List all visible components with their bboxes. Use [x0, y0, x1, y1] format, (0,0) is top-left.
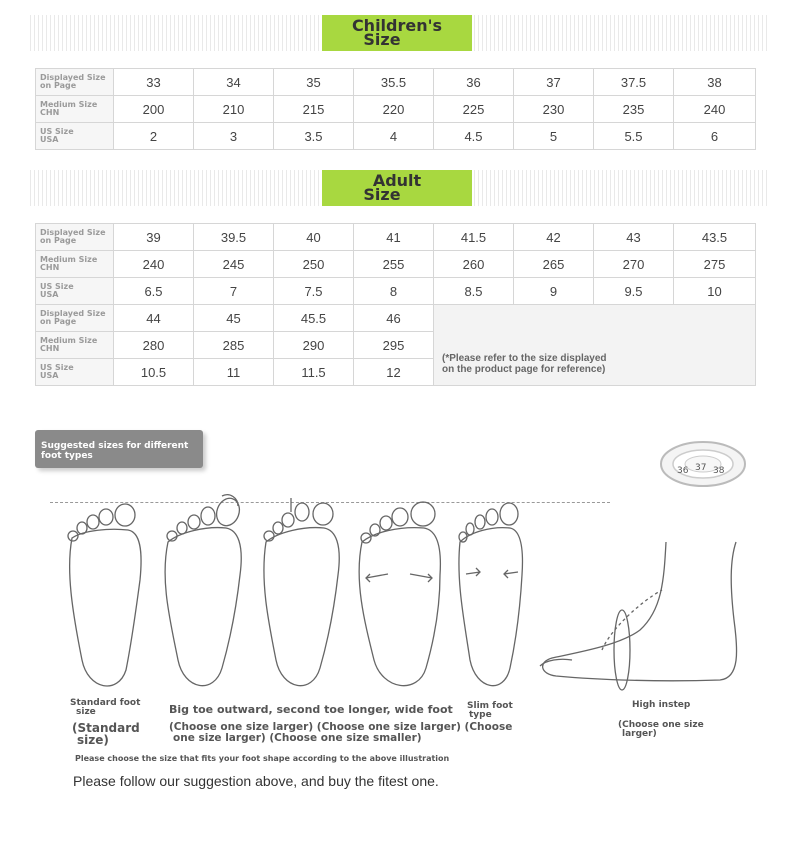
choice-sizes: (Choose one size larger) (Choose one size larger) (Choose one size larger) (Choose one size smaller)	[169, 721, 513, 744]
cell: 200	[114, 96, 194, 123]
cell: 42	[514, 224, 594, 251]
cell: 12	[354, 359, 434, 386]
cell: 41.5	[434, 224, 514, 251]
cell: 230	[514, 96, 594, 123]
foot-illustrations	[0, 490, 790, 700]
cell: 7	[194, 278, 274, 305]
cell: 210	[194, 96, 274, 123]
cell: 11	[194, 359, 274, 386]
caption-high-instep: High instep	[632, 700, 691, 710]
cell: 260	[434, 251, 514, 278]
cell: 38	[674, 69, 756, 96]
cell: 245	[194, 251, 274, 278]
table-row	[36, 224, 756, 251]
cell: 34	[194, 69, 274, 96]
children-size-banner	[30, 15, 768, 51]
cell: 43	[594, 224, 674, 251]
cell: 40	[274, 224, 354, 251]
caption-bigtoe: Big toe outward, second toe longer, wide foot	[169, 703, 453, 716]
svg-text:38: 38	[713, 466, 725, 476]
cell: 45.5	[274, 305, 354, 332]
cell: 240	[114, 251, 194, 278]
cell: 39.5	[194, 224, 274, 251]
cell: 225	[434, 96, 514, 123]
cell: 265	[514, 251, 594, 278]
cell: 37.5	[594, 69, 674, 96]
second-toe-longer-foot-icon	[264, 498, 339, 686]
cell: 270	[594, 251, 674, 278]
cell: 295	[354, 332, 434, 359]
table-row	[36, 69, 756, 96]
cell: 3	[194, 123, 274, 150]
table-row	[36, 278, 756, 305]
slim-foot-icon	[459, 503, 523, 686]
cell: 290	[274, 332, 354, 359]
cell: 240	[674, 96, 756, 123]
cell: 5.5	[594, 123, 674, 150]
cell: 6	[674, 123, 756, 150]
cell: 8.5	[434, 278, 514, 305]
cell: 43.5	[674, 224, 756, 251]
cell: 3.5	[274, 123, 354, 150]
cell: 45	[194, 305, 274, 332]
children-size-table	[35, 68, 756, 150]
cell: 41	[354, 224, 434, 251]
cell: 4.5	[434, 123, 514, 150]
cell: 8	[354, 278, 434, 305]
cell: 36	[434, 69, 514, 96]
cell: 44	[114, 305, 194, 332]
caption-standard: Standard foot size	[70, 698, 141, 717]
row-label-us: US Size USA	[36, 359, 114, 386]
row-label-medium: Medium Size CHN	[36, 251, 114, 278]
cell: 35	[274, 69, 354, 96]
cell: 39	[114, 224, 194, 251]
adult-size-title: Adult Size	[322, 170, 472, 206]
cell: 280	[114, 332, 194, 359]
cell: 9	[514, 278, 594, 305]
measuring-tape-icon	[655, 428, 750, 496]
cell: 235	[594, 96, 674, 123]
row-label-displayed: Displayed Size on Page	[36, 305, 114, 332]
table-row	[36, 305, 756, 332]
high-instep-foot-icon	[540, 542, 737, 690]
cell: 7.5	[274, 278, 354, 305]
cell: 5	[514, 123, 594, 150]
cell: 46	[354, 305, 434, 332]
cell: 285	[194, 332, 274, 359]
cell: 255	[354, 251, 434, 278]
wide-foot-icon	[359, 502, 440, 686]
cell: 220	[354, 96, 434, 123]
row-label-us: US Size USA	[36, 278, 114, 305]
adult-size-banner	[30, 170, 768, 206]
cell: 9.5	[594, 278, 674, 305]
cell: 250	[274, 251, 354, 278]
table-row	[36, 123, 756, 150]
caption-slim: Slim foot type	[467, 701, 513, 720]
cell: 33	[114, 69, 194, 96]
choice-high-instep: (Choose one size larger)	[618, 720, 704, 739]
standard-foot-icon	[68, 504, 141, 686]
cell: 2	[114, 123, 194, 150]
big-toe-outward-foot-icon	[165, 495, 243, 686]
table-row	[36, 96, 756, 123]
row-label-us: US Size USA	[36, 123, 114, 150]
instruction-text: Please choose the size that fits your foot shape according to the above illustration	[75, 754, 450, 763]
cell: 35.5	[354, 69, 434, 96]
reference-note: (*Please refer to the size displayed on the product page for reference)	[434, 305, 756, 386]
cell: 4	[354, 123, 434, 150]
suggested-sizes-tag: Suggested sizes for different foot types	[35, 430, 203, 468]
cell: 215	[274, 96, 354, 123]
cell: 11.5	[274, 359, 354, 386]
row-label-medium: Medium Size CHN	[36, 96, 114, 123]
row-label-medium: Medium Size CHN	[36, 332, 114, 359]
cell: 275	[674, 251, 756, 278]
svg-text:37: 37	[695, 463, 707, 473]
table-row	[36, 251, 756, 278]
choice-standard: (Standard size)	[72, 721, 140, 747]
cell: 6.5	[114, 278, 194, 305]
cell: 10.5	[114, 359, 194, 386]
adult-size-table	[35, 223, 756, 386]
row-label-displayed: Displayed Size on Page	[36, 224, 114, 251]
follow-text: Please follow our suggestion above, and buy the fitest one.	[73, 773, 439, 789]
cell: 10	[674, 278, 756, 305]
cell: 37	[514, 69, 594, 96]
svg-text:36: 36	[677, 466, 689, 476]
row-label-displayed: Displayed Size on Page	[36, 69, 114, 96]
children-size-title: Children's Size	[322, 15, 472, 51]
